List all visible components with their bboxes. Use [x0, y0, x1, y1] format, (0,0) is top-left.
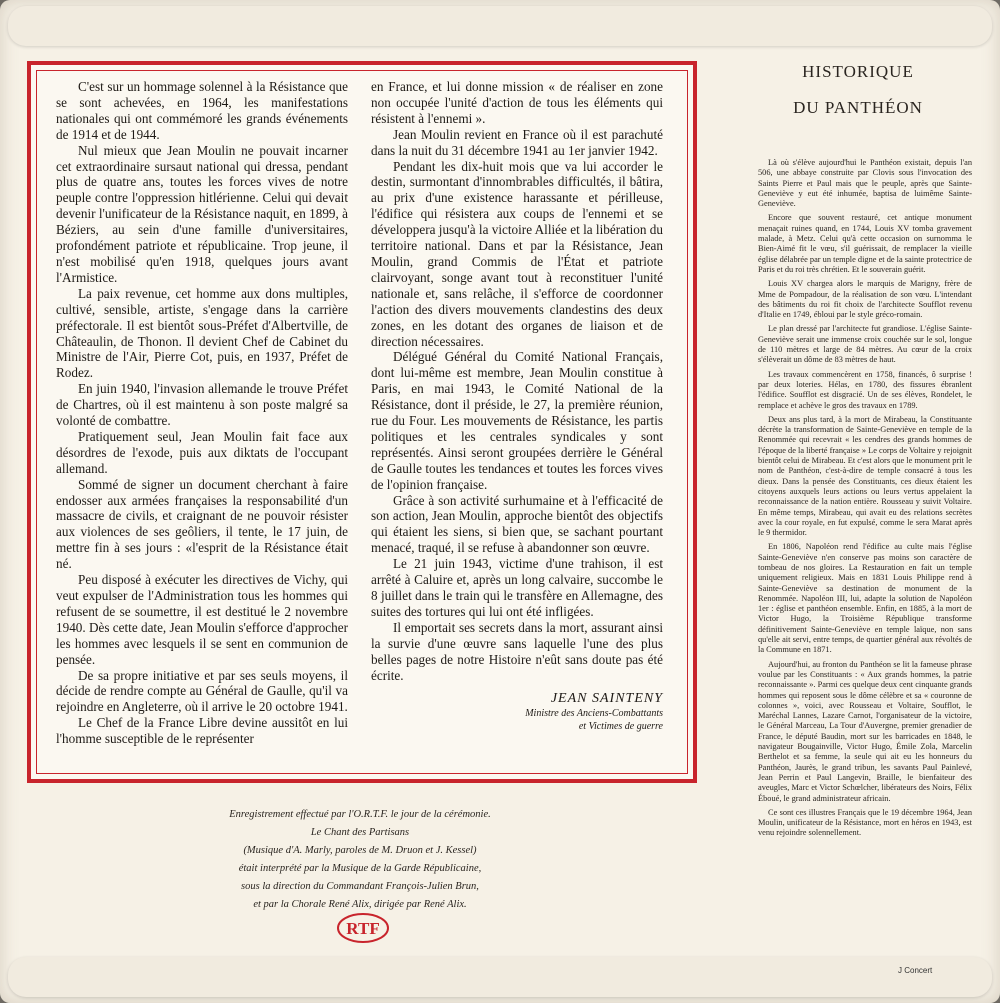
paragraph: C'est sur un hommage solennel à la Résistance que se sont achevées, en 1964, les manifestations nationales qui ont commémoré les grands événements de 1914 et de 1944.	[56, 79, 348, 142]
recording-line: sous la direction du Commandant François-Julien Brun,	[241, 881, 479, 892]
signature-block	[371, 691, 663, 733]
sleeve-bottom-edge	[8, 957, 992, 997]
paragraph: Sommé de signer un document cherchant à faire endosser aux armées françaises la responsabilité d'un massacre de civils, et craignant de ne pouvoir résister aux violences de ses geôliers, il tente, le 17 juin, de mettre fin à ses jours : «l'esprit de la Résistance était né.	[56, 476, 348, 572]
paragraph: Il emportait ses secrets dans la mort, assurant ainsi la survie d'une œuvre sans laquelle l'une des plus belles pages de notre Histoire n'eût sans doute pas été écrite.	[371, 619, 663, 683]
paragraph: Encore que souvent restauré, cet antique monument menaçait ruines quand, en 1744, Louis XV tomba gravement malade, à Metz. Celui qu'à cette occasion on surnomma le Bien-Aimé fit le vœu, s'il guérissait, de remplacer la vieille église délabrée par un temple digne et de la sainte protectrice de Paris et du roi très chrétien. Et le souverain guérit.	[758, 213, 972, 274]
paragraph: Le plan dressé par l'architecte fut grandiose. L'église Sainte-Geneviève serait une immense croix couchée sur le sol, longue de 110 mètres et large de 84 mètres. Au cœur de la croix s'élèverait un dôme de 83 mètres de haut.	[758, 324, 972, 365]
paragraph: Louis XV chargea alors le marquis de Marigny, frère de Mme de Pompadour, de la réalisation de son vœu. L'intendant des bâtiments du roi fit choix de l'architecte Soufflot revenu d'Italie en 1749, ébloui par le style gréco-romain.	[758, 279, 972, 320]
paragraph: en France, et lui donne mission « de réaliser en zone non occupée l'unité d'action de tous les éléments qui résistent à l'ennemi ».	[371, 79, 663, 126]
paragraph: Nul mieux que Jean Moulin ne pouvait incarner cet extraordinaire sursaut national qui dressa, pendant plus de quatre ans, toutes les forces vives de notre peuple contre l'oppression hitlérienne. Celui qui devait devenir l'unificateur de la Résistance naquit, en 1899, à Béziers, au sein d'une famille d'universitaires, profondément patriote et républicaine. Trop jeune, il n'est mobilisé qu'en 1918, quelques jours avant l'Armistice.	[56, 142, 348, 285]
paragraph: La paix revenue, cet homme aux dons multiples, cultivé, sensible, artiste, s'engage dans la carrière préfectorale. Il est bientôt sous-Préfet d'Albertville, de Châteaulin, de Thonon. Il devient Chef de Cabinet du Ministre de l'Air, Pierre Cot, puis, en 1937, Préfet de Rodez.	[56, 285, 348, 381]
paragraph: En juin 1940, l'invasion allemande le trouve Préfet de Chartres, où il est maintenu à son poste malgré sa volonté de combattre.	[56, 381, 348, 429]
paragraph: Aujourd'hui, au fronton du Panthéon se lit la fameuse phrase voulue par les Constituants : « Aux grands hommes, la patrie reconnaissante ». Parmi ces quelque deux cent cinquante grands hommes qui reposent sous le dôme célèbre et sa « couronne de colonnes », voici, avec Rousseau et Voltaire, Soufflot, le Maréchal Lannes, Lazare Carnot, l'organisateur de la victoire, le Général Marceau, La Tour d'Auvergne, premier grenadier de France, le député Baudin, mort sur les barricades en 1848, le navigateur Bougainville, Victor Hugo, Émile Zola, Marcelin Berthelot et sa femme, la seule qui ait eu les honneurs du Panthéon, Jaurès, le grand tribun, les savants Paul Painlevé, Jean Perrin et Paul Langevin, Braille, le bienfaiteur des aveugles, Marc et Victor Schœlcher, libérateurs des Noirs, Félix Éboué, le grand administrateur africain.	[758, 659, 972, 803]
paragraph: Pendant les dix-huit mois que va lui accorder le destin, surmontant d'innombrables difficultés, il bâtira, au prix d'une existence harassante et périlleuse, l'édifice qui résistera aux coups de l'ennemi et se développera jusqu'à la victoire Alliée et la libération du territoire national. Dans et par la Résistance, Jean Moulin, grand Commis de l'État et patriote clairvoyant, songe avant tout à reconstituer l'unité nationale et, sans relâche, il s'efforce de coordonner l'action des divers mouvements clandestins des deux zones, en les dotant des organes de liaison et de direction nécessaires.	[371, 158, 663, 349]
recording-line: Le Chant des Partisans	[310, 827, 410, 838]
historique-text	[758, 158, 972, 843]
recording-line: était interprété par la Musique de la Garde Républicaine,	[238, 863, 482, 874]
paragraph: Le Chef de la France Libre devine aussitôt en lui l'homme susceptible de le représenter	[56, 715, 348, 747]
signature-role-line-2: et Victimes de guerre	[578, 721, 663, 733]
left-text-column	[56, 79, 348, 747]
paragraph: Le 21 juin 1943, victime d'une trahison, il est arrêté à Caluire et, après un long calvaire, succombe le 8 juillet dans le train qui le transfère en Allemagne, des suites des tortures qui lui ont été infligées.	[371, 556, 663, 619]
rtf-logo-icon	[336, 911, 390, 945]
recording-line: Enregistrement effectué par l'O.R.T.F. le jour de la cérémonie.	[229, 809, 491, 820]
paragraph: Deux ans plus tard, à la mort de Mirabeau, la Constituante décrète la transformation de Sainte-Geneviève en temple de la Renommée qui recevrait « les cendres des grands hommes de l'époque de la liberté française » Le corps de Voltaire y rejoignit bientôt celui de Mirabeau. Et c'est alors que le monument prit le nom de Panthéon, c'est-à-dire de temple consacré à tous les dieux. Dans la pensée des Constituants, ces dieux étaient les citoyens auxquels leurs actions ou leurs vertus appelaient la reconnaissance de la nation entière. Rousseau y suivit Voltaire. En même temps, Mirabeau, qui avait eu des relations secrètes avec la cour royale, en fut expulsé, comme le sera Marat après le 9 thermidor.	[758, 414, 972, 538]
paragraph: Les travaux commencèrent en 1758, financés, ô surprise ! par deux loteries. Hélas, en 1780, des fissures ébranlent l'édifice. Soufflot est disgracié. Un de ses élèves, Rondelet, le remplace et achève le gros des travaux en 1789.	[758, 369, 972, 410]
record-label-logo-icon: J Concert	[898, 966, 933, 975]
paragraph: En 1806, Napoléon rend l'édifice au culte mais l'église Sainte-Geneviève n'en conserve pas moins son caractère de tombeau de nos gloires. La Restauration en fait un temple uniquement religieux. Mais en 1831 Louis Philippe rend à Sainte-Geneviève sa destination de monument de la Renommée. Napoléon III, lui, adapte la solution de Napoléon 1er : église et panthéon ensemble. Enfin, en 1885, à la mort de Victor Hugo, la Troisième République transforme définitivement Sainte-Geneviève en temple laïque, non sans qu'elle ait servi, entre temps, de quartier général aux révoltés de la Commune en 1871.	[758, 542, 972, 655]
right-text-column	[371, 79, 663, 733]
paragraph: Jean Moulin revient en France où il est parachuté dans la nuit du 31 décembre 1941 au 1er janvier 1942.	[371, 126, 663, 158]
red-framed-text-panel	[27, 61, 697, 783]
paragraph: Délégué Général du Comité National Français, dont lui-même est membre, Jean Moulin constitue à Paris, en mai 1943, le Comité National de la Résistance, dont il préside, le 27, la première réunion, rue du Four. Les mouvements de Résistance, les partis politiques et les centrales syndicales y sont représentés. Ainsi seront groupées derrière le Général de Gaulle toutes les tendances et toutes les forces vives de l'opinion française.	[371, 349, 663, 492]
recording-line: et par la Chorale René Alix, dirigée par René Alix.	[253, 899, 467, 910]
historique-title-line-1: HISTORIQUE	[802, 62, 914, 81]
paragraph: Peu disposé à exécuter les directives de Vichy, qui veut expulser de l'Administration tous les hommes qui refusent de se soumettre, il est destitué le 2 novembre 1940. Dès cette date, Jean Moulin s'efforce d'approcher les hommes avec lesquels il se sent en communion de pensée.	[56, 572, 348, 667]
recording-line: (Musique d'A. Marly, paroles de M. Druon et J. Kessel)	[243, 845, 477, 856]
paragraph: Ce sont ces illustres Français que le 19 décembre 1964, Jean Moulin, unificateur de la Résistance, mort en héros en 1943, est venu rejoindre solennellement.	[758, 807, 972, 838]
recording-credits	[170, 806, 550, 914]
historique-title-line-2: DU PANTHÉON	[793, 98, 923, 117]
rtf-logo-text: RTF	[346, 919, 380, 938]
signature-name: JEAN SAINTENY	[550, 691, 663, 707]
signature-role-line-1: Ministre des Anciens-Combattants	[525, 708, 663, 720]
paragraph: Pratiquement seul, Jean Moulin fait face aux désordres de l'exode, puis aux diktats de l'occupant allemand.	[56, 428, 348, 476]
paragraph: Là où s'élève aujourd'hui le Panthéon existait, depuis l'an 506, une abbaye construite par Clovis sous l'invocation des Saints Pierre et Paul mais que le peuple, après que Sainte-Geneviève y eut été inhumée, baptisa de luimême Sainte-Geneviève.	[758, 158, 972, 209]
paragraph: De sa propre initiative et par ses seuls moyens, il décide de rendre compte au Général de Gaulle, qu'il va rejoindre en Angleterre, où il arrive le 20 octobre 1941.	[56, 667, 348, 715]
sleeve-top-edge	[8, 6, 992, 46]
paragraph: Grâce à son activité surhumaine et à l'efficacité de son action, Jean Moulin, approche bientôt des objectifs qui étaient les siens, si bien que, se sachant pourtant menacé, traqué, il se refuse à abandonner son œuvre.	[371, 492, 663, 556]
